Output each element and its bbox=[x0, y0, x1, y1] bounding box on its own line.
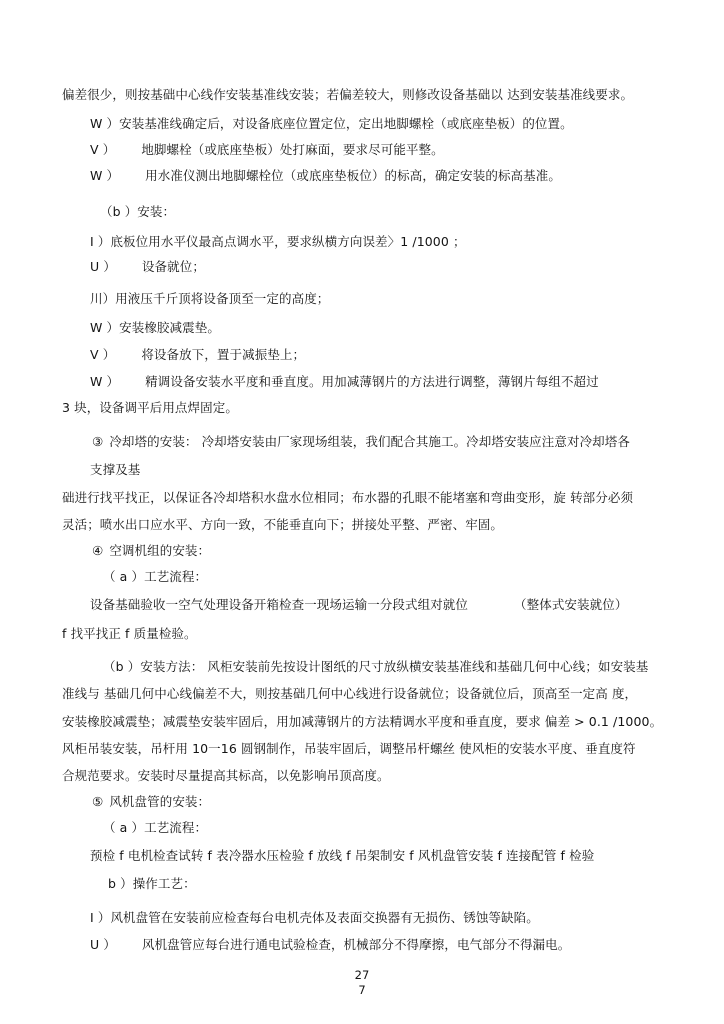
page-sub-number: 7 bbox=[358, 983, 366, 997]
paragraph-line: 安装橡胶减震垫；减震垫安装牢固后，用加减薄钢片的方法精调水平度和垂直度，要求 偏差 > 0.1 /1000。 bbox=[62, 714, 663, 729]
paragraph-line: 支撑及基 bbox=[90, 462, 141, 477]
section-heading: （b ）安装： bbox=[100, 204, 176, 219]
list-item-text: 风机盘管的安装： bbox=[109, 794, 211, 809]
page-number: 27 bbox=[354, 968, 370, 982]
list-item-text: 地脚螺栓（或底座垫板）处打麻面，要求尽可能平整。 bbox=[141, 142, 444, 157]
list-item-text: 冷却塔的安装： 冷却塔安装由厂家现场组装，我们配合其施工。冷却塔安装应注意对冷却塔各 bbox=[109, 434, 630, 449]
list-item-text: 风机盘管应每台进行通电试验检查，机械部分不得摩擦，电气部分不得漏电。 bbox=[141, 937, 571, 952]
paragraph-line: W ）安装基准线确定后，对设备底座位置定位，定出地脚螺栓（或底座垫板）的位置。 bbox=[90, 116, 573, 131]
paragraph-line: 川）用液压千斤顶将设备顶至一定的高度； bbox=[90, 291, 330, 306]
paragraph-line: 偏差很少，则按基础中心线作安装基准线安装；若偏差较大，则修改设备基础以 达到安装基准线要求。 bbox=[62, 87, 634, 102]
paragraph-line: 础进行找平找正，以保证各冷却塔积水盘水位相同；布水器的孔眼不能堵塞和弯曲变形，旋 转部分必须 bbox=[62, 490, 634, 505]
list-item bbox=[90, 167, 561, 185]
list-item bbox=[90, 936, 570, 954]
list-item bbox=[90, 258, 205, 276]
list-item bbox=[90, 373, 599, 391]
paragraph-line: 准线与 基础几何中心线偏差不大，则按基础几何中心线进行设备就位；设备就位后，顶高至一定高 度， bbox=[62, 686, 638, 701]
list-marker: W ） bbox=[90, 168, 120, 183]
paragraph-line: W ）安装橡胶减震垫。 bbox=[90, 320, 220, 335]
paragraph-line: I ）底板位用水平仪最高点调水平，要求纵横方向误差〉1 /1000 ； bbox=[90, 234, 466, 249]
paragraph-line: 合规范要求。安装时尽量提高其标高，以免影响吊顶高度。 bbox=[62, 768, 390, 783]
section-heading: b ）操作工艺： bbox=[108, 876, 196, 891]
list-marker: V ） bbox=[90, 347, 116, 362]
list-item bbox=[90, 346, 305, 364]
list-item-text: 设备就位； bbox=[141, 259, 205, 274]
section-heading: （ a ）工艺流程： bbox=[103, 820, 208, 835]
paragraph-line bbox=[90, 596, 627, 614]
process-flow-text: 设备基础验收一空气处理设备开箱检查一现场运输一分段式组对就位 bbox=[90, 597, 469, 612]
list-marker: V ） bbox=[90, 142, 116, 157]
paragraph-line: f 找平找正 f 质量检验。 bbox=[62, 626, 197, 641]
paragraph-line: 预检 f 电机检查试转 f 表冷器水压检验 f 放线 f 吊架制安 f 风机盘管安装 f 连接配管 f 检验 bbox=[90, 848, 595, 863]
list-item bbox=[92, 793, 210, 811]
list-item bbox=[92, 542, 210, 560]
list-marker: W ） bbox=[90, 374, 120, 389]
list-item bbox=[90, 141, 444, 159]
list-item-text: 空调机组的安装： bbox=[109, 543, 211, 558]
list-item-text: 精调设备安装水平度和垂直度。用加减薄钢片的方法进行调整，薄钢片每组不超过 bbox=[145, 374, 599, 389]
circled-number-marker: ⑤ bbox=[92, 794, 104, 809]
list-item-text: 将设备放下，置于减振垫上； bbox=[141, 347, 306, 362]
section-heading: （ a ）工艺流程： bbox=[103, 569, 208, 584]
circled-number-marker: ③ bbox=[92, 434, 104, 449]
paragraph-line: 灵活；喷水出口应水平、方向一致，不能垂直向下；拼接处平整、严密、牢固。 bbox=[62, 517, 504, 532]
list-marker: U ） bbox=[90, 937, 116, 952]
paragraph-line: （b ）安装方法： 风柜安装前先按设计图纸的尺寸放纵横安装基准线和基础几何中心线；如安装基 bbox=[103, 659, 649, 674]
list-item bbox=[92, 433, 630, 451]
paragraph-line: 3 块，设备调平后用点焊固定。 bbox=[62, 400, 238, 415]
paragraph-line: I ）风机盘管在安装前应检查每台电机壳体及表面交换器有无损伤、锈蚀等缺陷。 bbox=[90, 910, 539, 925]
paragraph-line: 风柜吊装安装，吊杆用 10一16 圆钢制作，吊装牢固后，调整吊杆螺丝 使风柜的安装水平度、垂直度符 bbox=[62, 741, 636, 756]
list-marker: U ） bbox=[90, 259, 116, 274]
process-flow-note: （整体式安装就位） bbox=[514, 597, 628, 612]
list-item-text: 用水准仪测出地脚螺栓位（或底座垫板位）的标高，确定安装的标高基准。 bbox=[145, 168, 561, 183]
circled-number-marker: ④ bbox=[92, 543, 104, 558]
